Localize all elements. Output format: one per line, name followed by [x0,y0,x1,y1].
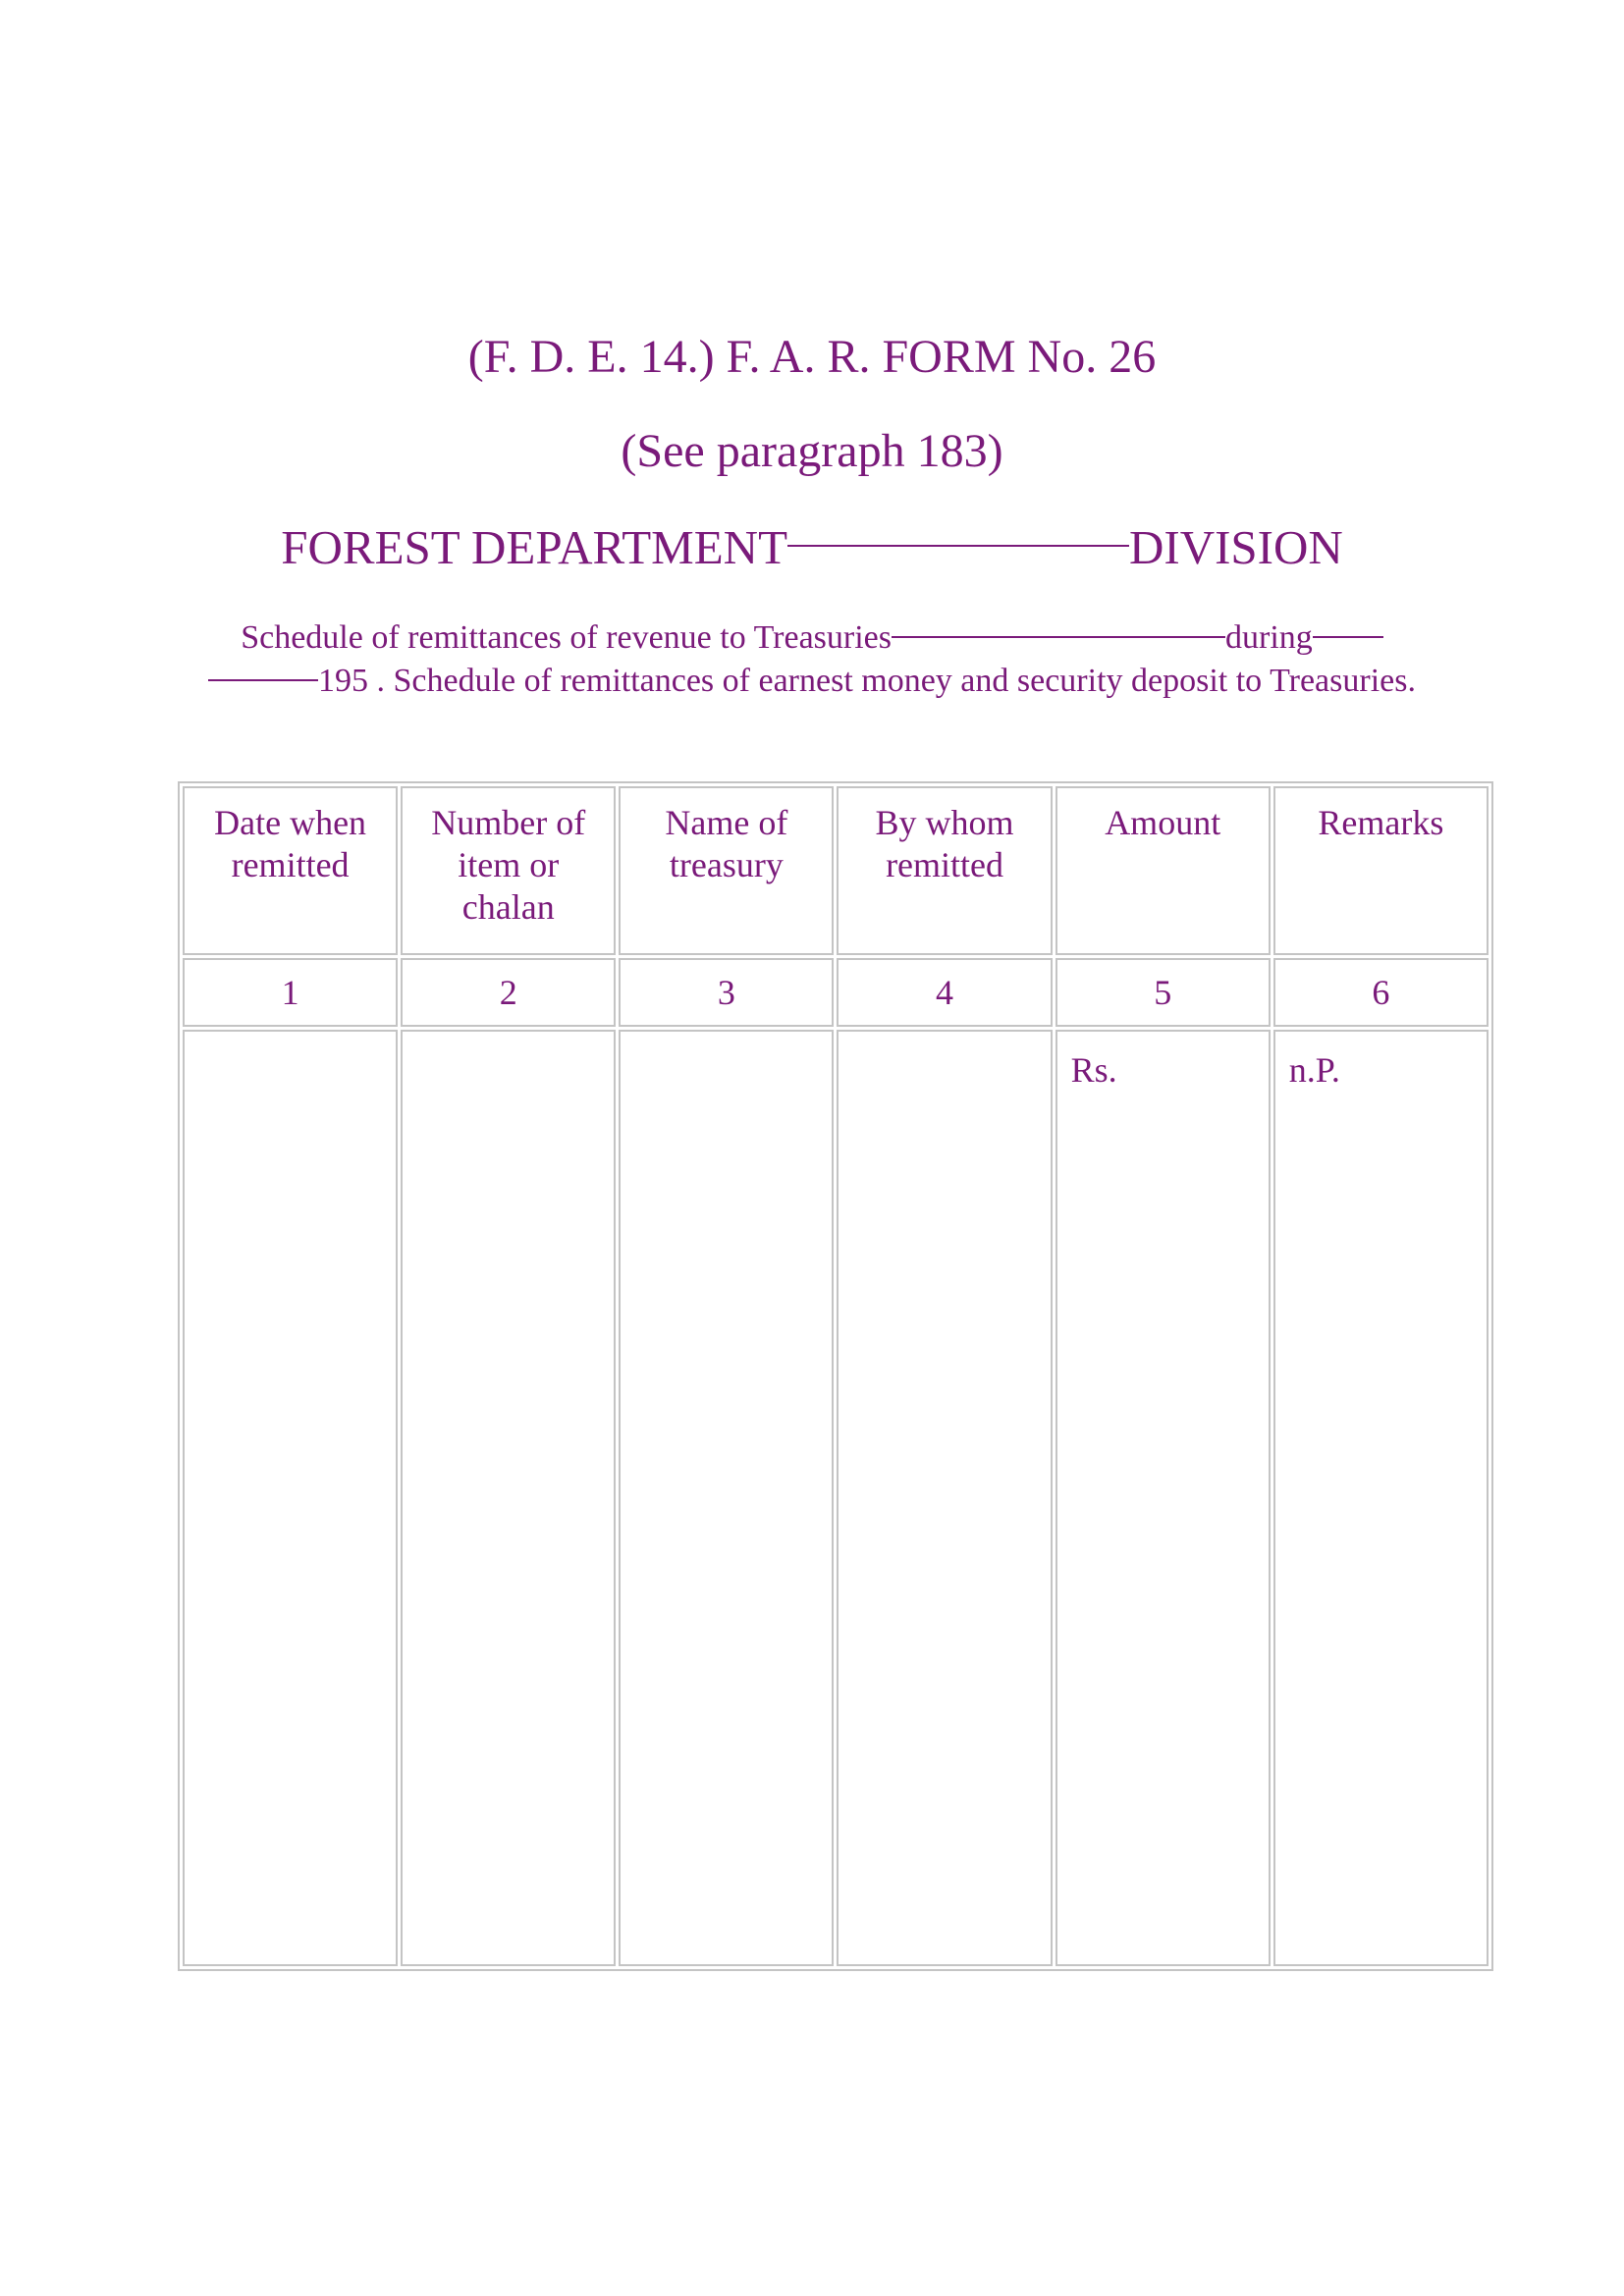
division-blank[interactable] [787,545,1129,547]
period-blank-continued[interactable] [208,679,318,681]
schedule-text-2: during [1225,619,1313,656]
column-number: 2 [401,958,616,1027]
header-by-whom-remitted: By whom remitted [837,786,1052,955]
treasuries-blank[interactable] [892,636,1225,638]
header-number-of-item: Number of item or chalan [401,786,616,955]
header-name-of-treasury: Name of treasury [619,786,834,955]
division-label: DIVISION [1129,520,1343,574]
schedule-description [191,616,1433,703]
treasury-cell[interactable] [619,1030,834,1966]
department-line [0,520,1624,575]
paragraph-reference: (See paragraph 183) [621,425,1003,477]
department-name: FOREST DEPARTMENT [281,520,787,574]
entry-row [183,1030,1489,1966]
column-number: 6 [1273,958,1489,1027]
column-number: 3 [619,958,834,1027]
schedule-text-1: Schedule of remittances of revenue to Treasuries [241,619,893,656]
header-amount: Amount [1056,786,1271,955]
period-blank[interactable] [1313,636,1383,638]
table-header-row [183,786,1489,955]
column-number-row [183,958,1489,1027]
form-title: (F. D. E. 14.) F. A. R. FORM No. 26 [467,331,1157,383]
schedule-text-3: 195 . Schedule of remittances of earnest money and security deposit to Treasuries. [318,663,1416,699]
column-number: 1 [183,958,398,1027]
remittance-table [178,781,1493,1971]
date-cell[interactable] [183,1030,398,1966]
header-remarks: Remarks [1273,786,1489,955]
remitter-cell[interactable] [837,1030,1052,1966]
amount-cell[interactable] [1056,1030,1271,1966]
naye-paise-label: n.P. [1288,1050,1340,1090]
header-date-when-remitted: Date when remitted [183,786,398,955]
remarks-cell[interactable] [1273,1030,1489,1966]
rupees-label: Rs. [1070,1050,1117,1090]
column-number: 4 [837,958,1052,1027]
column-number: 5 [1056,958,1271,1027]
item-number-cell[interactable] [401,1030,616,1966]
